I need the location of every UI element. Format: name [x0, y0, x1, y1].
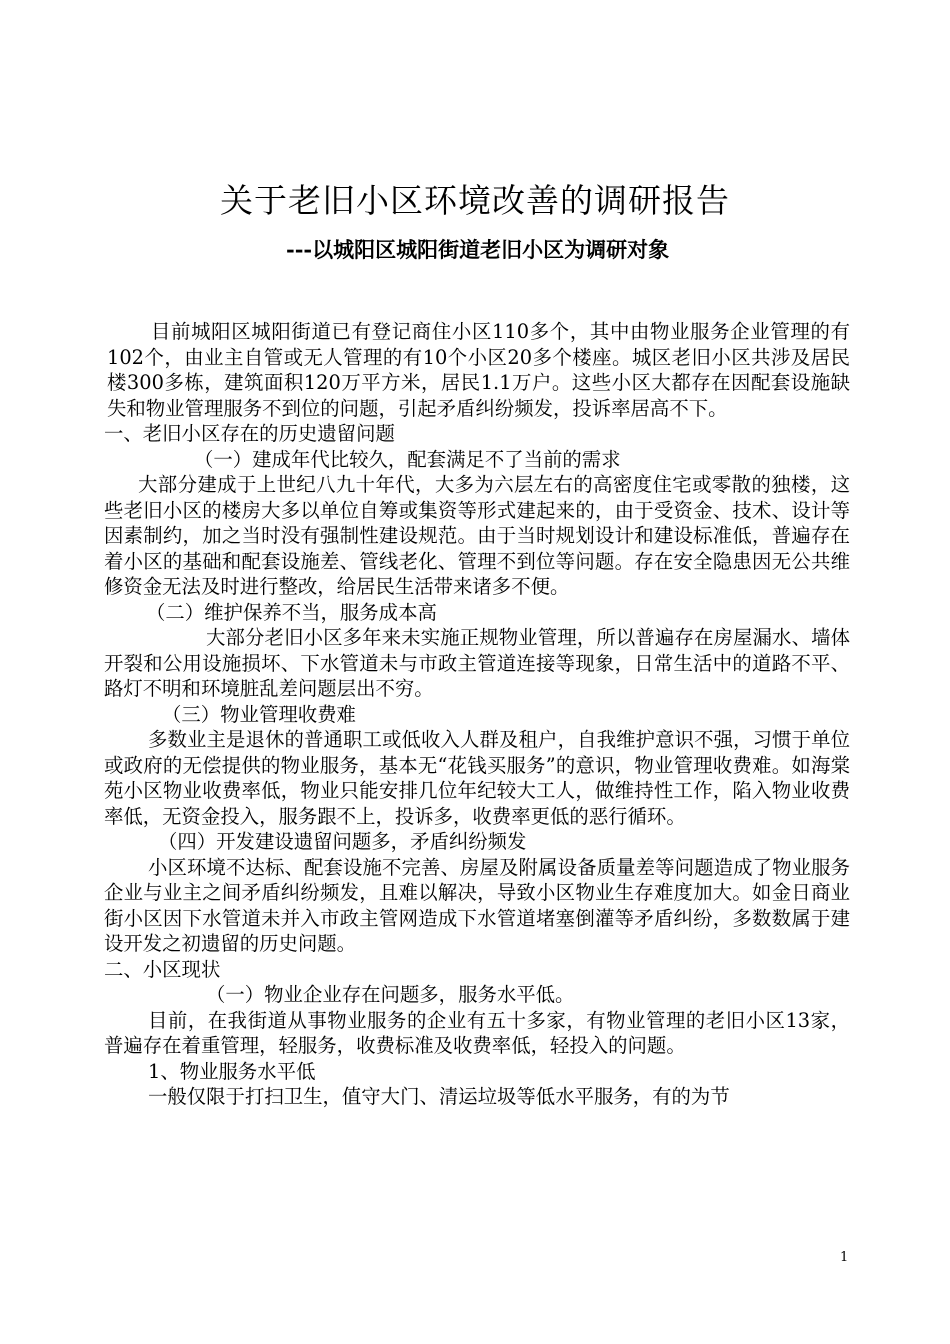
intro-paragraph: 目前城阳区城阳街道已有登记商住小区110多个，其中由物业服务企业管理的有102个，由业主自管或无人管理的有10个小区20多个楼座。城区老旧小区共涉及居民楼300多栋，建筑面积120万平方米，居民1.1万户。这些小区大都存在因配套设施缺失和物业管理服务不到位的问题，引起矛盾纠纷频发，投诉率居高不下。 — [107, 320, 850, 420]
section-heading-2: 二、小区现状 — [104, 957, 221, 981]
document-body — [104, 319, 850, 1110]
subsection-heading-1-1: （一）建成年代比较久，配套满足不了当前的需求 — [194, 447, 621, 471]
paragraph-1-3: 多数业主是退休的普通职工或低收入人群及租户，自我维护意识不强，习惯于单位或政府的无偿提供的物业服务，基本无“花钱买服务”的意识，物业管理收费难。如海棠苑小区物业收费率低，物业只能安排几位年纪较大工人，做维持性工作，陷入物业收费率低，无资金投入，服务跟不上，投诉多，收费率更低的恶行循环。 — [104, 728, 850, 828]
paragraph-2-1-1: 一般仅限于打扫卫生，值守大门、清运垃圾等低水平服务，有的为节 — [148, 1085, 730, 1108]
subsection-heading-1-2: （二）维护保养不当，服务成本高 — [146, 600, 437, 624]
document-title: 关于老旧小区环境改善的调研报告 — [220, 181, 730, 220]
paragraph-1-4: 小区环境不达标、配套设施不完善、房屋及附属设备质量差等问题造成了物业服务企业与业主之间矛盾纠纷频发，且难以解决，导致小区物业生存难度加大。如金日商业街小区因下水管道未并入市政主管网造成下水管道堵塞倒灌等矛盾纠纷，多数数属于建设开发之初遗留的历史问题。 — [104, 855, 850, 955]
subsection-heading-2-1: （一）物业企业存在问题多，服务水平低。 — [206, 983, 575, 1006]
document-subtitle: ---以城阳区城阳街道老旧小区为调研对象 — [286, 237, 670, 262]
paragraph-1-2: 大部分老旧小区多年来未实施正规物业管理，所以普遍存在房屋漏水、墙体开裂和公用设施损坏、下水管道未与市政主管道连接等现象，日常生活中的道路不平、路灯不明和环境脏乱差问题层出不穷。 — [104, 626, 850, 700]
paragraph-1-1: 大部分建成于上世纪八九十年代，大多为六层左右的高密度住宅或零散的独楼，这些老旧小区的楼房大多以单位自筹或集资等形式建起来的，由于受资金、技术、设计等因素制约，加之当时没有强制性建设规范。由于当时规划设计和建设标准低，普遍存在着小区的基础和配套设施差、管线老化、管理不到位等问题。存在安全隐患因无公共维修资金无法及时进行整改，给居民生活带来诸多不便。 — [104, 473, 850, 598]
subsection-heading-1-4: （四）开发建设遗留问题多，矛盾纠纷频发 — [158, 830, 527, 853]
section-heading-1: 一、老旧小区存在的历史遗留问题 — [104, 422, 395, 445]
subsection-heading-1-3: （三）物业管理收费难 — [162, 702, 356, 726]
item-heading-2-1-1: 1、物业服务水平低 — [148, 1059, 316, 1083]
page-number: 1 — [840, 1250, 849, 1265]
paragraph-2-1: 目前，在我街道从事物业服务的企业有五十多家，有物业管理的老旧小区13家，普遍存在着重管理，轻服务，收费标准及收费率低，轻投入的问题。 — [104, 1008, 850, 1057]
